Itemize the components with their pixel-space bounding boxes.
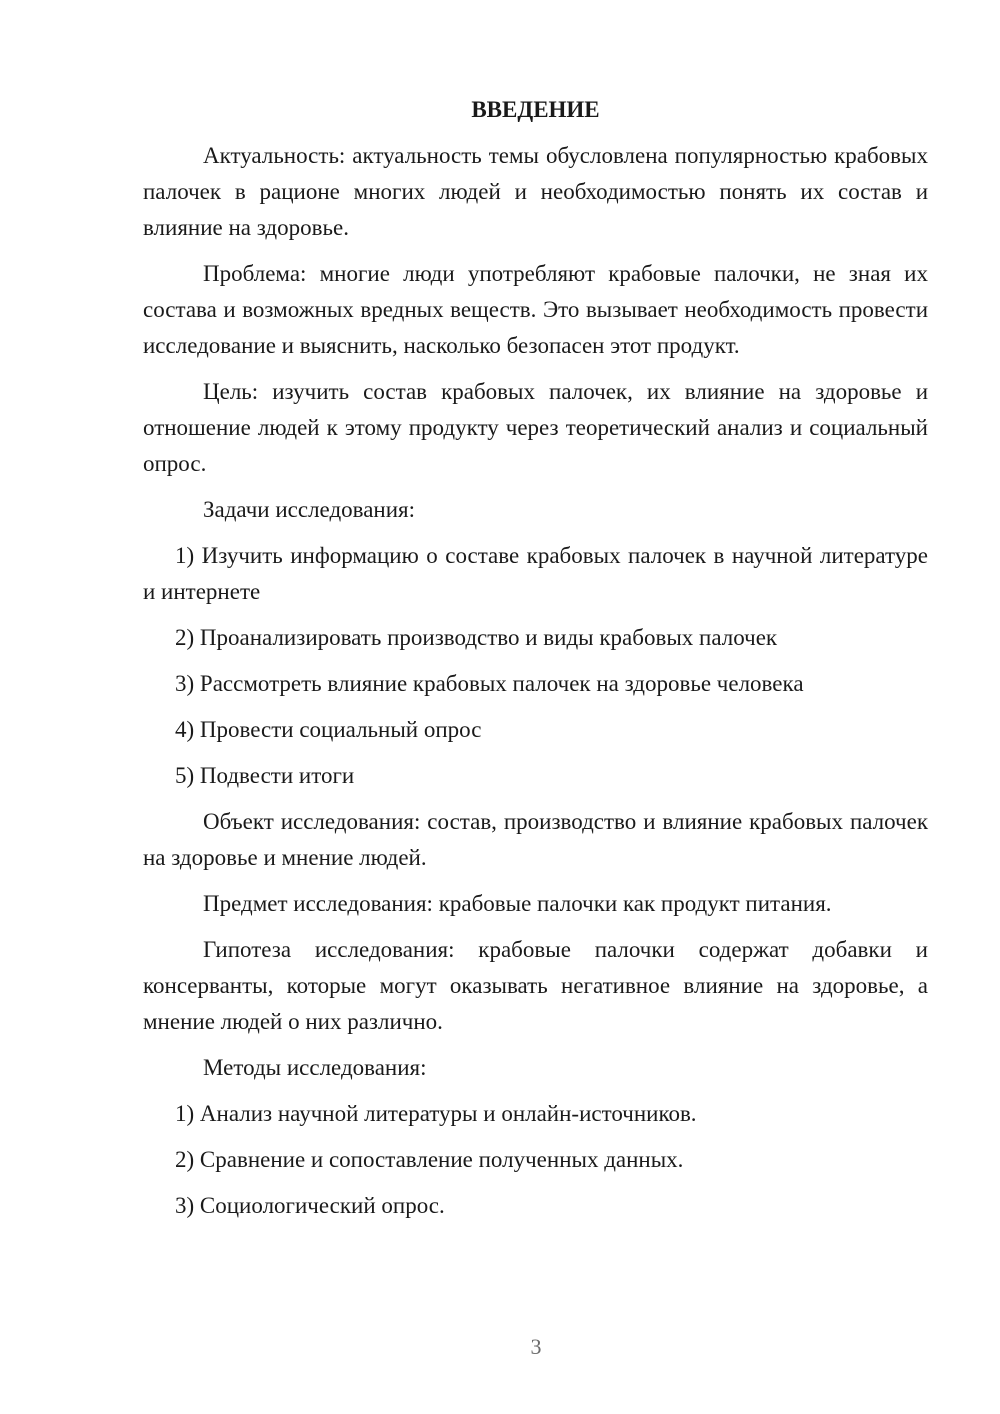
task-item: 4) Провести социальный опрос	[175, 717, 482, 742]
task-item: 5) Подвести итоги	[175, 763, 355, 788]
method-item: 2) Сравнение и сопоставление полученных данных.	[175, 1147, 684, 1172]
section-title: ВВЕДЕНИЕ	[471, 97, 600, 122]
page-content	[143, 92, 928, 1234]
task-item: 1) Изучить информацию о составе крабовых палочек в научной литературе и интернете	[143, 543, 928, 604]
goal-paragraph: Цель: изучить состав крабовых палочек, их влияние на здоровье и отношение людей к этому продукту через теоретический анализ и социальный опрос.	[143, 379, 928, 476]
hypothesis-paragraph: Гипотеза исследования: крабовые палочки содержат добавки и консерванты, которые могут оказывать негативное влияние на здоровье, а мнение людей о них различно.	[143, 937, 928, 1034]
tasks-heading: Задачи исследования:	[203, 497, 416, 522]
subject-paragraph: Предмет исследования: крабовые палочки как продукт питания.	[203, 891, 832, 916]
object-paragraph: Объект исследования: состав, производство и влияние крабовых палочек на здоровье и мнение людей.	[143, 809, 928, 870]
methods-heading: Методы исследования:	[203, 1055, 427, 1080]
task-item: 3) Рассмотреть влияние крабовых палочек на здоровье человека	[175, 671, 804, 696]
problem-paragraph: Проблема: многие люди употребляют крабовые палочки, не зная их состава и возможных вредных веществ. Это вызывает необходимость провести исследование и выяснить, насколько безопасен этот продукт.	[143, 261, 928, 358]
relevance-paragraph: Актуальность: актуальность темы обусловлена популярностью крабовых палочек в рационе многих людей и необходимостью понять их состав и влияние на здоровье.	[143, 143, 928, 240]
method-item: 3) Социологический опрос.	[175, 1193, 445, 1218]
task-item: 2) Проанализировать производство и виды крабовых палочек	[175, 625, 778, 650]
method-item: 1) Анализ научной литературы и онлайн-источников.	[175, 1101, 697, 1126]
page-number: 3	[530, 1334, 542, 1359]
